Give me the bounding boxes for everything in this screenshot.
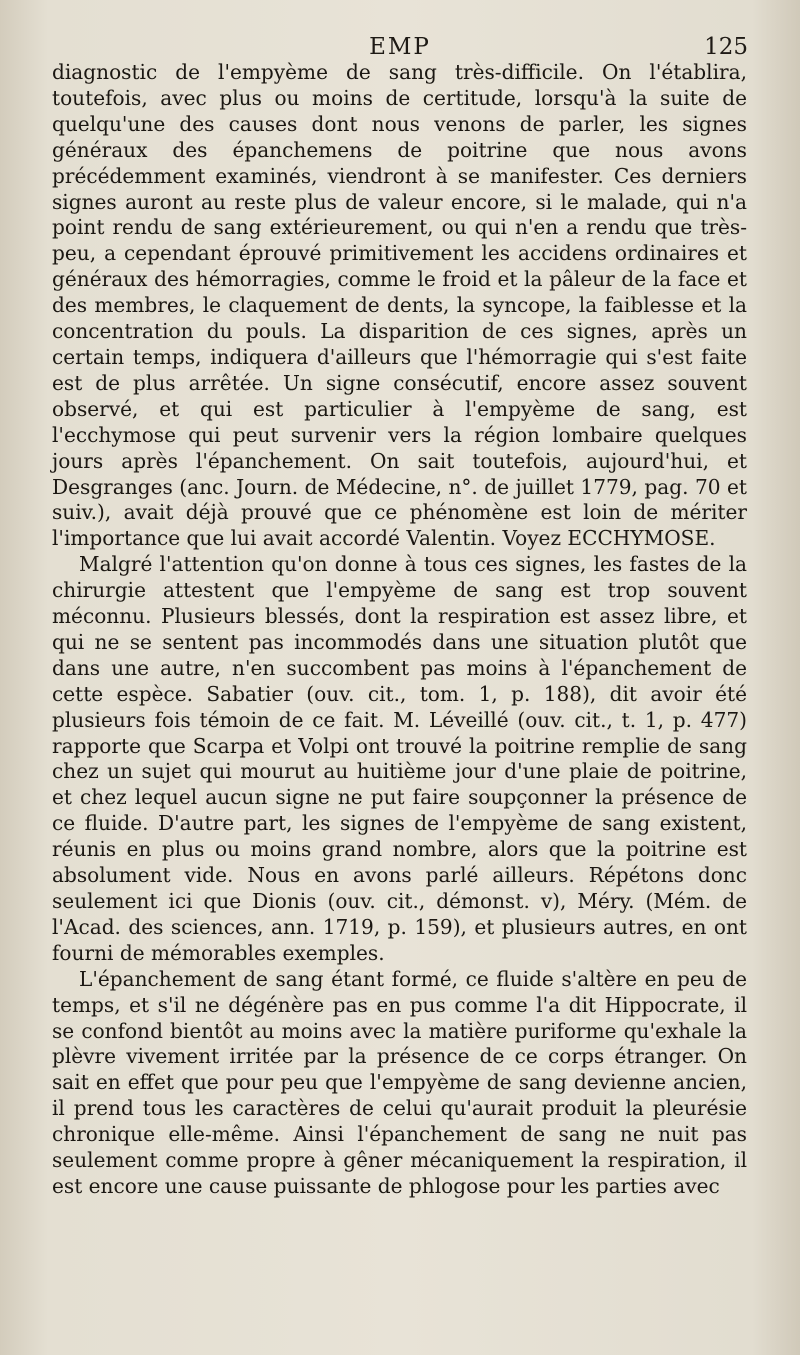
paragraph-1: diagnostic de l'empyème de sang très-difficile. On l'établira, toutefois, avec plus ou moins de certitude, lorsqu'à la suite de quelqu'une des causes dont nous venons de parler, les signes généraux des épanchemens de poitrine que nous avons précédemment examinés, viendront à se manifester. Ces derniers signes auront au reste plus de valeur encore, si le malade, qui n'a point rendu de sang extérieurement, ou qui n'en a rendu que très-peu, a cependant éprouvé primitivement les accidens ordinaires et généraux des hémorragies, comme le froid et la pâleur de la face et des membres, le claquement de dents, la syncope, la faiblesse et la concentration du pouls. La disparition de ces signes, après un certain temps, indiquera d'ailleurs que l'hémorragie qui s'est faite est de plus arrêtée. Un signe consécutif, encore assez souvent observé, et qui est particulier à l'empyème de sang, est l'ecchymose qui peut survenir vers la région lombaire quelques jours après l'épanchement. On sait toutefois, aujourd'hui, et Desgranges (anc. Journ. de Médecine, n°. de juillet 1779, pag. 70 et suiv.), avait déjà prouvé que ce phénomène est loin de mériter l'importance que lui avait accordé Valentin. Voyez ECCHYMOSE. xyxy=(52,60,747,551)
paragraph-3: L'épanchement de sang étant formé, ce fluide s'altère en peu de temps, et s'il ne dégénère pas en pus comme l'a dit Hippocrate, il se confond bientôt au moins avec la matière puriforme qu'exhale la plèvre vivement irritée par la présence de ce corps étranger. On sait en effet que pour peu que l'empyème de sang devienne ancien, il prend tous les caractères de celui qu'aurait produit la pleurésie chronique elle-même. Ainsi l'épanchement de sang ne nuit pas seulement comme propre à gêner mécaniquement la respiration, il est encore une cause puissante de phlogose pour les parties avec xyxy=(52,966,747,1198)
running-title: EMP xyxy=(369,34,431,60)
paragraph-2: Malgré l'attention qu'on donne à tous ces signes, les fastes de la chirurgie attestent que l'empyème de sang est trop souvent méconnu. Plusieurs blessés, dont la respiration est assez libre, et qui ne se sentent pas incommodés dans une situation plutôt que dans une autre, n'en succombent pas moins à l'épanchement de cette espèce. Sabatier (ouv. cit., tom. 1, p. 188), dit avoir été plusieurs fois témoin de ce fait. M. Léveillé (ouv. cit., t. 1, p. 477) rapporte que Scarpa et Volpi ont trouvé la poitrine remplie de sang chez un sujet qui mourut au huitième jour d'une plaie de poitrine, et chez lequel aucun signe ne put faire soupçonner la présence de ce fluide. D'autre part, les signes de l'empyème de sang existent, réunis en plus ou moins grand nombre, alors que la poitrine est absolument vide. Nous en avons parlé ailleurs. Répétons donc seulement ici que Dionis (ouv. cit., démonst. v), Méry. (Mém. de l'Acad. des sciences, ann. 1719, p. 159), et plusieurs autres, en ont fourni de mémorables exemples. xyxy=(52,552,747,965)
body-text xyxy=(52,60,747,1200)
page-number: 125 xyxy=(704,34,748,60)
